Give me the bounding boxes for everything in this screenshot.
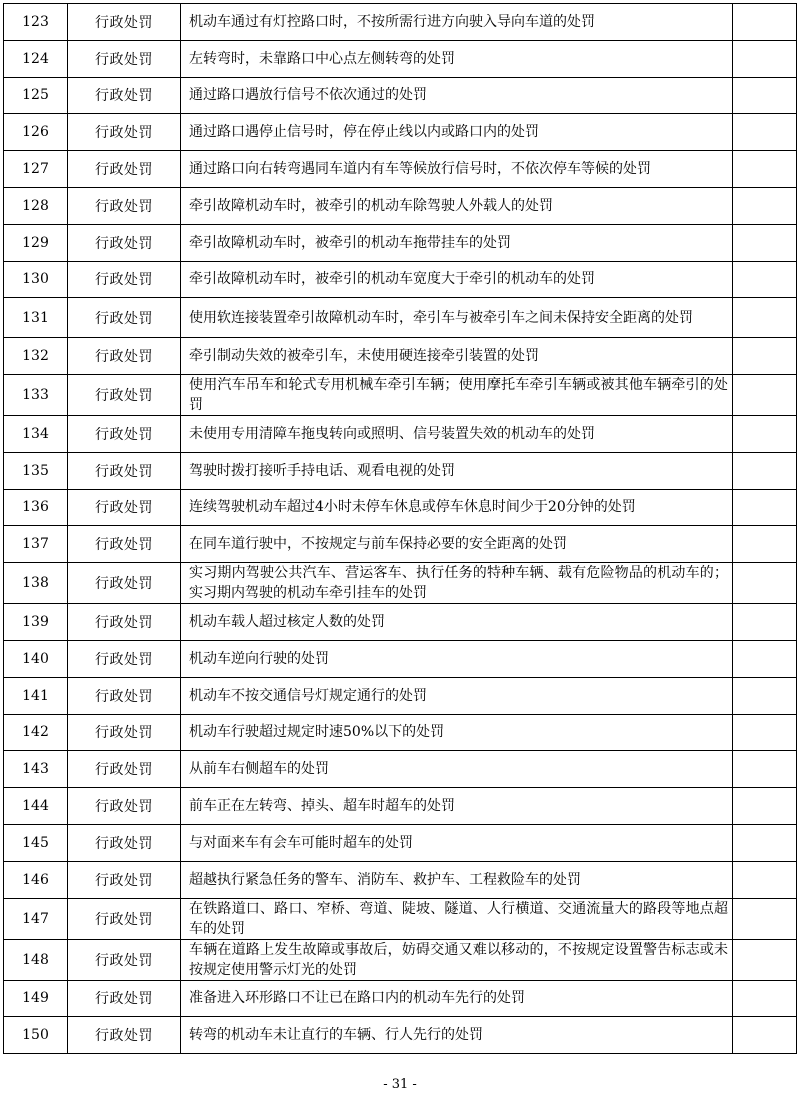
page-number: - 31 -	[383, 1077, 417, 1092]
table-row	[4, 1017, 797, 1054]
item-number: 133	[4, 374, 68, 415]
item-number: 131	[4, 298, 68, 338]
item-description: 超越执行紧急任务的警车、消防车、救护车、工程救险车的处罚	[181, 861, 733, 898]
item-remark-cell	[733, 751, 797, 788]
item-description: 在同车道行驶中，不按规定与前车保持必要的安全距离的处罚	[181, 526, 733, 563]
item-type: 行政处罚	[68, 374, 181, 415]
item-type: 行政处罚	[68, 526, 181, 563]
table-row	[4, 261, 797, 298]
item-description: 机动车逆向行驶的处罚	[181, 640, 733, 677]
item-type: 行政处罚	[68, 980, 181, 1017]
item-number: 139	[4, 604, 68, 641]
item-number: 130	[4, 261, 68, 298]
table-row	[4, 224, 797, 261]
item-remark-cell	[733, 640, 797, 677]
item-description: 通过路口向右转弯遇同车道内有车等候放行信号时，不依次停车等候的处罚	[181, 151, 733, 188]
table-row	[4, 751, 797, 788]
item-number: 146	[4, 861, 68, 898]
item-description: 在铁路道口、路口、窄桥、弯道、陡坡、隧道、人行横道、交通流量大的路段等地点超车的处罚	[181, 898, 733, 939]
item-description: 从前车右侧超车的处罚	[181, 751, 733, 788]
item-remark-cell	[733, 338, 797, 375]
table-row	[4, 861, 797, 898]
item-type: 行政处罚	[68, 338, 181, 375]
item-description: 使用汽车吊车和轮式专用机械车牵引车辆；使用摩托车牵引车辆或被其他车辆牵引的处罚	[181, 374, 733, 415]
item-type: 行政处罚	[68, 861, 181, 898]
item-type: 行政处罚	[68, 677, 181, 714]
table-row	[4, 151, 797, 188]
item-type: 行政处罚	[68, 187, 181, 224]
item-description: 机动车通过有灯控路口时，不按所需行进方向驶入导向车道的处罚	[181, 4, 733, 41]
item-description: 通过路口遇停止信号时，停在停止线以内或路口内的处罚	[181, 114, 733, 151]
item-number: 150	[4, 1017, 68, 1054]
item-number: 141	[4, 677, 68, 714]
item-number: 142	[4, 714, 68, 751]
table-row	[4, 40, 797, 77]
table-row	[4, 77, 797, 114]
table-row	[4, 526, 797, 563]
item-remark-cell	[733, 114, 797, 151]
table-row	[4, 563, 797, 604]
table-row	[4, 415, 797, 452]
table-row	[4, 4, 797, 41]
item-description: 使用软连接装置牵引故障机动车时，牵引车与被牵引车之间未保持安全距离的处罚	[181, 298, 733, 338]
item-type: 行政处罚	[68, 415, 181, 452]
item-remark-cell	[733, 187, 797, 224]
item-type: 行政处罚	[68, 452, 181, 489]
item-description: 通过路口遇放行信号不依次通过的处罚	[181, 77, 733, 114]
item-description: 前车正在左转弯、掉头、超车时超车的处罚	[181, 788, 733, 825]
item-type: 行政处罚	[68, 77, 181, 114]
item-number: 124	[4, 40, 68, 77]
table-row	[4, 338, 797, 375]
item-remark-cell	[733, 563, 797, 604]
item-description: 准备进入环形路口不让已在路口内的机动车先行的处罚	[181, 980, 733, 1017]
item-type: 行政处罚	[68, 939, 181, 980]
table-row	[4, 898, 797, 939]
item-number: 128	[4, 187, 68, 224]
item-type: 行政处罚	[68, 604, 181, 641]
item-description: 机动车不按交通信号灯规定通行的处罚	[181, 677, 733, 714]
item-type: 行政处罚	[68, 151, 181, 188]
item-type: 行政处罚	[68, 261, 181, 298]
item-remark-cell	[733, 452, 797, 489]
item-remark-cell	[733, 824, 797, 861]
item-remark-cell	[733, 489, 797, 526]
item-remark-cell	[733, 40, 797, 77]
table-row	[4, 939, 797, 980]
item-number: 123	[4, 4, 68, 41]
item-remark-cell	[733, 677, 797, 714]
table-row	[4, 788, 797, 825]
item-type: 行政处罚	[68, 640, 181, 677]
item-remark-cell	[733, 77, 797, 114]
item-number: 136	[4, 489, 68, 526]
item-number: 137	[4, 526, 68, 563]
item-type: 行政处罚	[68, 563, 181, 604]
item-number: 138	[4, 563, 68, 604]
item-type: 行政处罚	[68, 1017, 181, 1054]
item-type: 行政处罚	[68, 114, 181, 151]
penalty-items-table	[3, 3, 797, 1054]
table-row	[4, 298, 797, 338]
item-description: 机动车载人超过核定人数的处罚	[181, 604, 733, 641]
item-number: 125	[4, 77, 68, 114]
item-type: 行政处罚	[68, 751, 181, 788]
item-number: 132	[4, 338, 68, 375]
item-description: 牵引故障机动车时，被牵引的机动车除驾驶人外载人的处罚	[181, 187, 733, 224]
item-number: 143	[4, 751, 68, 788]
item-remark-cell	[733, 604, 797, 641]
item-remark-cell	[733, 980, 797, 1017]
item-number: 145	[4, 824, 68, 861]
table-row	[4, 374, 797, 415]
item-description: 机动车行驶超过规定时速50%以下的处罚	[181, 714, 733, 751]
item-description: 牵引故障机动车时，被牵引的机动车宽度大于牵引的机动车的处罚	[181, 261, 733, 298]
item-remark-cell	[733, 526, 797, 563]
item-remark-cell	[733, 939, 797, 980]
item-remark-cell	[733, 4, 797, 41]
item-number: 129	[4, 224, 68, 261]
item-description: 实习期内驾驶公共汽车、营运客车、执行任务的特种车辆、载有危险物品的机动车的；实习期内驾驶的机动车牵引挂车的处罚	[181, 563, 733, 604]
item-type: 行政处罚	[68, 298, 181, 338]
table-row	[4, 187, 797, 224]
table-row	[4, 714, 797, 751]
item-remark-cell	[733, 714, 797, 751]
table-row	[4, 980, 797, 1017]
item-description: 驾驶时拨打接听手持电话、观看电视的处罚	[181, 452, 733, 489]
item-description: 牵引故障机动车时，被牵引的机动车拖带挂车的处罚	[181, 224, 733, 261]
item-remark-cell	[733, 151, 797, 188]
item-type: 行政处罚	[68, 788, 181, 825]
item-number: 127	[4, 151, 68, 188]
item-description: 连续驾驶机动车超过4小时未停车休息或停车休息时间少于20分钟的处罚	[181, 489, 733, 526]
item-number: 148	[4, 939, 68, 980]
table-row	[4, 640, 797, 677]
table-row	[4, 824, 797, 861]
item-remark-cell	[733, 1017, 797, 1054]
item-number: 149	[4, 980, 68, 1017]
item-description: 牵引制动失效的被牵引车，未使用硬连接牵引装置的处罚	[181, 338, 733, 375]
item-number: 135	[4, 452, 68, 489]
item-number: 140	[4, 640, 68, 677]
item-remark-cell	[733, 415, 797, 452]
item-type: 行政处罚	[68, 224, 181, 261]
item-number: 134	[4, 415, 68, 452]
item-type: 行政处罚	[68, 489, 181, 526]
item-type: 行政处罚	[68, 40, 181, 77]
item-remark-cell	[733, 298, 797, 338]
item-remark-cell	[733, 261, 797, 298]
item-number: 126	[4, 114, 68, 151]
table-row	[4, 452, 797, 489]
table-body	[4, 4, 797, 1054]
item-remark-cell	[733, 224, 797, 261]
item-type: 行政处罚	[68, 898, 181, 939]
item-remark-cell	[733, 374, 797, 415]
item-number: 144	[4, 788, 68, 825]
table-row	[4, 604, 797, 641]
item-description: 转弯的机动车未让直行的车辆、行人先行的处罚	[181, 1017, 733, 1054]
item-type: 行政处罚	[68, 824, 181, 861]
item-remark-cell	[733, 861, 797, 898]
item-remark-cell	[733, 898, 797, 939]
item-description: 左转弯时，未靠路口中心点左侧转弯的处罚	[181, 40, 733, 77]
table-row	[4, 489, 797, 526]
item-type: 行政处罚	[68, 4, 181, 41]
item-remark-cell	[733, 788, 797, 825]
item-number: 147	[4, 898, 68, 939]
item-description: 与对面来车有会车可能时超车的处罚	[181, 824, 733, 861]
item-type: 行政处罚	[68, 714, 181, 751]
table-row	[4, 677, 797, 714]
item-description: 车辆在道路上发生故障或事故后，妨碍交通又难以移动的，不按规定设置警告标志或未按规定使用警示灯光的处罚	[181, 939, 733, 980]
item-description: 未使用专用清障车拖曳转向或照明、信号装置失效的机动车的处罚	[181, 415, 733, 452]
table-row	[4, 114, 797, 151]
